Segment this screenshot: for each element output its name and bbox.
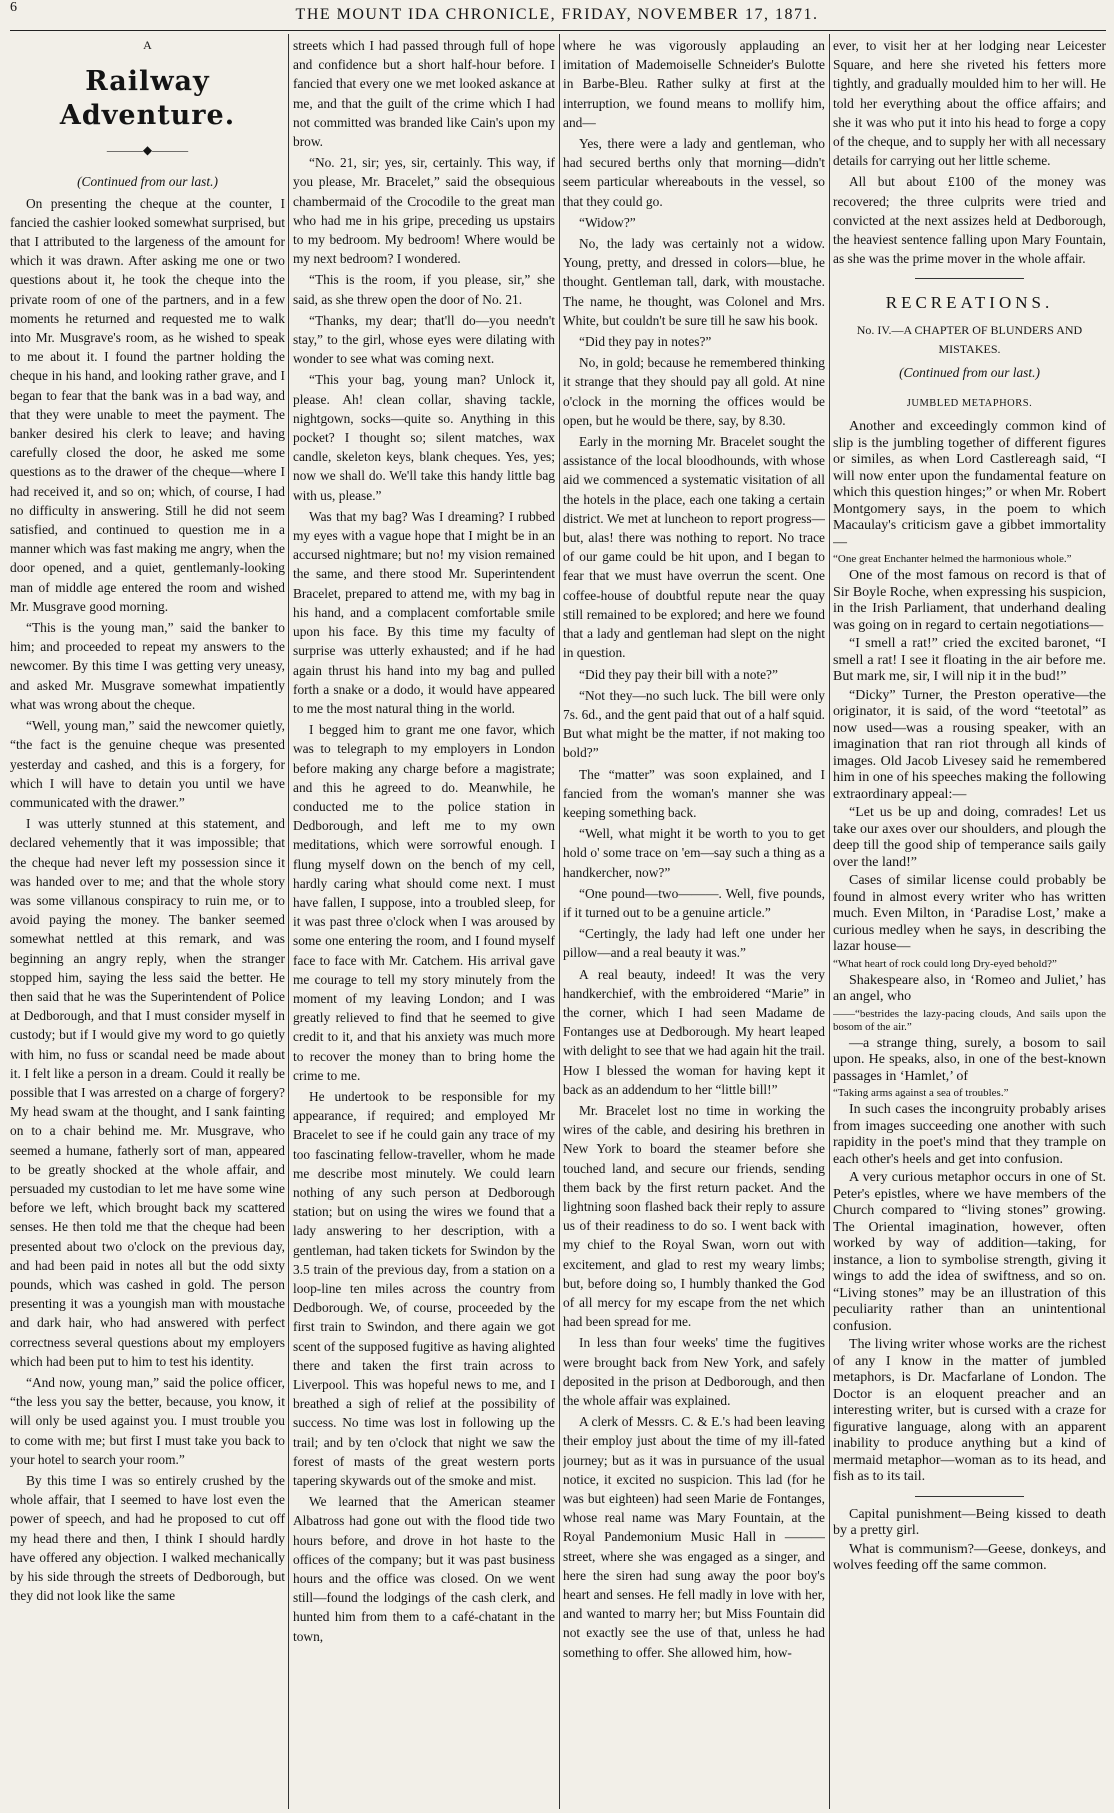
paragraph: “Did they pay their bill with a note?” [579, 666, 778, 682]
paragraph: “Let us be up and doing, comrades! Let us take our axes over our shoulders, and plough the deep till the good ship of temperance sails gaily over the land!” [833, 805, 1106, 870]
column-rule [829, 34, 830, 1809]
paragraph: “This is the young man,” said the banker to him; and proceeded to repeat my answers to the newcomer. By this time I was getting very uneasy, and asked Mr. Musgrave somewhat impatiently what was wrong about the cheque. [10, 620, 285, 712]
paragraph: —a strange thing, surely, a bosom to sail upon. He speaks, also, in one of the best-known passages in ‘Hamlet,’ of [833, 1035, 1106, 1084]
paragraph: No, the lady was certainly not a widow. Young, pretty, and dressed in colors—blue, he thought. Gentleman tall, dark, with moustache. The name, he thought, was Colonel and Mrs. White, but couldn't be sure till he saw his book. [563, 236, 825, 328]
paragraph: I begged him to grant me one favor, which was to telegraph to my employers in London before making any charge before a magistrate; and this he agreed to do. Meanwhile, he conducted me to the police station in Dedborough, and left me to my own meditations, which were sorrowful enough. I flung myself down on the bench of my cell, hardly caring what should come next. I must have fallen, I suppose, into a troubled sleep, for it was past three o'clock when I was aroused by some one entering the room, and I found myself face to face with Mr. Catchem. His arrival gave me courage to tell my story minutely from the moment of my leaving London; and I was greatly relieved to find that he seemed to give credit to it, and that his anxiety was much more to recover the money than to bring home the crime to me. [293, 722, 555, 1083]
paragraph: What is communism?—Geese, donkeys, and wolves feeding off the same common. [833, 1541, 1106, 1574]
paragraph: where he was vigorously applauding an imitation of Mademoiselle Schneider's Bulotte in Barbe-Bleu. Rather sulky at first at the interruption, we found means to mollify him, and— [563, 38, 825, 130]
paragraph: “This is the room, if you please, sir,” she said, as she threw open the door of No. 21. [293, 272, 555, 307]
paragraph: streets which I had passed through full of hope and confidence but a short half-hour before. I fancied that every one we met looked askance at me, and that the guilt of the crime which I had not committed was branded like Cain's upon my brow. [293, 38, 555, 150]
paragraph: A real beauty, indeed! It was the very handkerchief, with the embroidered “Marie” in the corner, which I had seen Madame de Fontanges use at Dedborough. My heart leaped with delight to see that we had again hit the trail. How I blessed the woman for having kept it back as an addendum to her “little bill!” [563, 966, 825, 1097]
paragraph: “Certingly, the lady had left one under her pillow—and a real beauty it was.” [563, 926, 825, 961]
header-rule [10, 30, 1106, 31]
paragraph: “Widow?” [579, 214, 636, 230]
ornament-divider: ———◆——— [106, 143, 189, 158]
paragraph: Yes, there were a lady and gentleman, who had secured berths only that morning—didn't seem particular whereabouts in the vessel, so that they could go. [563, 136, 825, 209]
paragraph: He undertook to be responsible for my appearance, if required; and employed Mr Bracelet to see if he could gain any trace of my too fascinating fellow-traveller, whom he made me describe most minutely. We could learn nothing of any such person at Dedborough station; but on using the wires we found that a lady answering to her description, with a gentleman, had taken tickets for Swindon by the 3.5 train of the previous day, from a station on a loop-line ten miles across the country from Dedborough. We, of course, proceeded by the first train to Swindon, and there again we got scent of the supposed fugitive as having alighted there and taken the first train across to Liverpool. This was hopeful news to me, and I breathed a sigh of relief at the possibility of success. No time was lost in following up the trail; and by ten o'clock that night we saw the forest of masts of the great western ports tapering skywards out of the smoke and mist. [293, 1088, 555, 1489]
paragraph: “I smell a rat!” cried the excited baronet, “I smell a rat! I see it floating in the air before me. But mark me, sir, I will nip it in the bud!” [833, 636, 1106, 685]
column-rule [288, 34, 289, 1809]
paragraph: All but about £100 of the money was recovered; the three culprits were tried and convicted at the next assizes held at Dedborough, the heaviest sentence falling upon Mary Fountain, as she was the prime mover in the whole affair. [833, 174, 1106, 267]
paragraph: “Well, young man,” said the newcomer quietly, “the fact is the genuine cheque was presented yesterday and cashed, and this is a forgery, for which I will have to detain you until we have communicated with the drawer.” [10, 718, 285, 810]
paragraph: A clerk of Messrs. C. & E.'s had been leaving their employ just about the time of my ill-fated journey; but as it was in pursuance of the usual notice, it excited no suspicion. This lad (for he was but eighteen) had seen Marie de Fontanges, whose real name was Mary Fountain, at the Royal Pandemonium Music Hall in ——— street, where she was engaged as a singer, and here the siren had sung away the poor boy's heart and senses. He fell madly in love with her, and wanted to marry her; but Miss Fountain did not exactly see the use of that, unless he had something to offer. She allowed him, how- [563, 1414, 825, 1660]
paragraph: In less than four weeks' time the fugitives were brought back from New York, and safely deposited in the prison at Dedborough, and then the whole affair was explained. [563, 1335, 825, 1409]
paragraph: On presenting the cheque at the counter, I fancied the cashier looked somewhat surprised, but that I attributed to the largeness of the amount for which it was drawn. After asking me one or two questions about it, he took the cheque into the private room of one of the partners, and in a few moments he returned and requested me to walk into Mr. Musgrave's room, as he wished to speak to me about it. I found the partner holding the cheque in his hand, and looking rather grave, and I began to fear that the bank was in a bad way, and that they were unable to meet the payment. The banker desired his clerk to leave; and having carefully closed the door, he asked me some questions as to the drawer of the cheque—where I had received it, and so on; which, of course, I had no difficulty in answering. Still he did not seem satisfied, and continued to question me in a manner which was fast making me angry, when the door opened, and a quiet, gentlemanly-looking man of middle age entered the room and wished Mr. Musgrave good morning. [10, 195, 285, 614]
recreations-title: RECREATIONS. [885, 293, 1054, 313]
column-rule [559, 34, 560, 1809]
masthead: THE MOUNT IDA CHRONICLE, FRIDAY, NOVEMBER 17, 1871. [295, 6, 819, 23]
paragraph: The living writer whose works are the richest of any I know in the matter of jumbled metaphors, is Dr. Macfarlane of London. The Doctor is an eloquent preacher and an interesting writer, but is cursed with a craze for figurative language, along with an apparent inability to produce anything but a kind of mermaid metaphor—woman as to its head, and fish as to its tail. [833, 1337, 1106, 1485]
paragraph: “Did they pay in notes?” [579, 334, 712, 350]
section-divider [915, 278, 1024, 279]
recreations-chapter: No. IV.—A CHAPTER OF BLUNDERS AND MISTAKES. [856, 322, 1083, 356]
paragraph: “Dicky” Turner, the Preston operative—the originator, it is said, of the word “teetotal” as now used—was a rousing speaker, with an imagination that ran riot through all kinds of images. Old Jacob Livesey said he remembered him in one of his speeches making the following extraordinary appeal:— [833, 687, 1106, 802]
column-2 [293, 36, 555, 1806]
paragraph: Mr. Bracelet lost no time in working the wires of the cable, and desiring his brethren in New York to board the steamer before she touched land, and secure our friends, sending them back by the first return packet. And the lightning soon flashed back their reply to assure us of their readiness to do so. I went back with my chief to the Royal Swan, worn out with excitement, and glad to rest my weary limbs; but, before doing so, I humbly thanked the God of all mercy for my escape from the net which had been spread for me. [563, 1102, 825, 1330]
paragraph: “One pound—two———. Well, five pounds, if it turned out to be a genuine article.” [563, 885, 825, 920]
paragraph: I was utterly stunned at this statement, and declared vehemently that it was impossible; that the cheque had never left my possession since it was handed over to me; and that the whole story was some villanous conspiracy to ruin me, or to avoid paying the money. The banker seemed somewhat nettled at this remark, and was beginning an angry reply, when the stranger stopped him, saying the less said the better. He then said that he was the Superintendent of Police at Dedborough, and that I must consider myself in custody; but if I would give my word to go quietly with him, no fuss or scandal need be made about it. I felt like a person in a dream. Could it really be possible that I was arrested on a charge of forgery? My head swam at the thought, and I sank fainting on to a chair behind me. Mr. Musgrave, who seemed a humane, fatherly sort of man, appeared to be greatly shocked at the whole affair, and persuaded my custodian to let me have some wine before we left, which brought back my scattered senses. He then told me that the cheque had been presented about two o'clock on the previous day, and had been paid in notes all but the odd sixty pounds, which was cashed in gold. The person presenting it was a youngish man with moustache and dark hair, who had answered with perfect correctness several questions about my employers which had been put to him to test his identity. [10, 816, 285, 1369]
column-4 [833, 36, 1106, 1806]
story-continued: (Continued from our last.) [77, 174, 218, 190]
paragraph: Cases of similar license could probably be found in almost every writer who has written much. Even Milton, in ‘Paradise Lost,’ make a curious medley when he says, in describing the lazar house— [833, 873, 1106, 955]
paragraph: Early in the morning Mr. Bracelet sought the assistance of the local bloodhounds, with whose aid we commenced a systematic visitation of all the hotels in the place, each one taking a certain district. We met at luncheon to report progress—but, alas! there was nothing to report. No trace of our game could be hit upon, and I began to fear that we must have overrun the scent. One coffee-house of doubtful repute near the quay still remained to be explored; and here we found that a lady and gentleman had slept on the night in question. [563, 434, 825, 661]
paragraph: “Well, what might it be worth to you to get hold o' some trace on 'em—say such a thing as a handkercher, now?” [563, 826, 825, 880]
paragraph: Was that my bag? Was I dreaming? I rubbed my eyes with a vague hope that I might be in an accursed nightmare; but no! my vision remained the same, and there stood Mr. Superintendent Bracelet, prepared to attend me, with my bag in his hand, and a complacent comfortable smile upon his face. By this time my faculty of surprise was utterly exhausted; and if he had again thrust his hand into my bag and pulled forth a snake or a dodo, it would have appeared to me the most natural thing in the world. [293, 508, 555, 716]
page-header [0, 0, 1114, 30]
quote: “Taking arms against a sea of troubles.” [833, 1087, 1009, 1100]
recreations-continued: (Continued from our last.) [899, 365, 1040, 381]
paragraph: One of the most famous on record is that of Sir Boyle Roche, when expressing his suspicion, in the Irish Parliament, that underhand dealing was going on in regard to certain negotiations— [833, 568, 1106, 633]
paragraph: “This your bag, young man? Unlock it, please. Ah! clean collar, shaving tackle, nightgown, socks—quite so. Anything in this pocket? I thought so; silent matches, wax candle, skeleton keys, blank cheques. Yes, yes; now we shall do. We'll take this handy little bag with us, please.” [293, 372, 555, 503]
paragraph: “No. 21, sir; yes, sir, certainly. This way, if you please, Mr. Bracelet,” said the obsequious chambermaid of the Crocodile to the great man who had me in his gripe, preceding us upstairs to my bedroom. My bedroom! Where would be my next bedroom? I wondered. [293, 155, 555, 267]
paragraph: We learned that the American steamer Albatross had gone out with the flood tide two hours before, and drove in hot haste to the offices of the company; but it was past business hours and the office was closed. On we went still—found the lodgings of the cash clerk, and hunted him from them to a café-chatant in the town, [293, 1494, 555, 1644]
paragraph: Shakespeare also, in ‘Romeo and Juliet,’ has an angel, who [833, 972, 1106, 1005]
paragraph: ever, to visit her at her lodging near Leicester Square, and here she riveted his fetters more tightly, and gradually moulded him to her will. He told her everything about the office affairs; and she it was who put it into his head to forge a copy of the cheque, and to supply her with all necessary details for carrying out her little scheme. [833, 38, 1106, 169]
page-number: 6 [10, 0, 17, 15]
paragraph: “Thanks, my dear; that'll do—you needn't stay,” to the girl, whose eyes were dilating with wonder to see what was coming next. [293, 312, 555, 367]
paragraph: No, in gold; because he remembered thinking it strange that they should pay all gold. At nine o'clock in the morning the offices would be open, but he would be there, say, by 8.30. [563, 355, 825, 428]
paragraph: “And now, young man,” said the police officer, “the less you say the better, because, you know, it will only be used against you. I must trouble you to come with me; but first I must take you back to your hotel to search your room.” [10, 1375, 285, 1467]
quote: “One great Enchanter helmed the harmonious whole.” [833, 553, 1072, 566]
paragraph: Capital punishment—Being kissed to death by a pretty girl. [833, 1506, 1106, 1539]
column-1 [10, 36, 285, 1806]
paragraph: By this time I was so entirely crushed by the whole affair, that I seemed to have lost even the power of speech, and had he proposed to cut off my head there and then, I think I should hardly have offered any objection. I walked mechanically by his side through the streets of Dedborough, but they did not look like the same [10, 1473, 285, 1604]
paragraph: Another and exceedingly common kind of slip is the jumbling together of different figures or similes, as when Lord Castlereagh said, “I will now enter upon the fundamental feature on which this question hinges;” or when Mr. Robert Montgomery says, in the poem to which Macaulay's criticism gave a gibbet immortality— [833, 419, 1106, 550]
paragraph: In such cases the incongruity probably arises from images succeeding one another with such rapidity in the poet's mind that they trample on each other's heels and get into confusion. [833, 1102, 1106, 1167]
paragraph: The “matter” was soon explained, and I fancied from the woman's manner she was keeping something back. [563, 766, 825, 820]
section-divider [915, 1496, 1024, 1497]
quote: ——“bestrides the lazy-pacing clouds, And sails upon the bosom of the air.” [833, 1007, 1106, 1033]
paragraph: “Not they—no such luck. The bill were only 7s. 6d., and the gent paid that out of a half squid. But what might be the matter, if not making too bold?” [563, 687, 825, 761]
story-title: Railway Adventure. [59, 66, 236, 132]
recreations-subhead: JUMBLED METAPHORS. [906, 398, 1033, 410]
quote: “What heart of rock could long Dry-eyed behold?” [833, 957, 1057, 970]
column-3 [563, 36, 825, 1806]
paragraph: A very curious metaphor occurs in one of St. Peter's epistles, where we have members of the Church compared to “living stones” growing. The Oriental imagination, however, often worked by way of addition—taking, for instance, a lion to symbolise strength, giving it wings to add the idea of swiftness, and so on. “Living stones” may be an illustration of this peculiarity rather than an unintentional confusion. [833, 1170, 1106, 1334]
story-heading-article: A [143, 38, 152, 52]
